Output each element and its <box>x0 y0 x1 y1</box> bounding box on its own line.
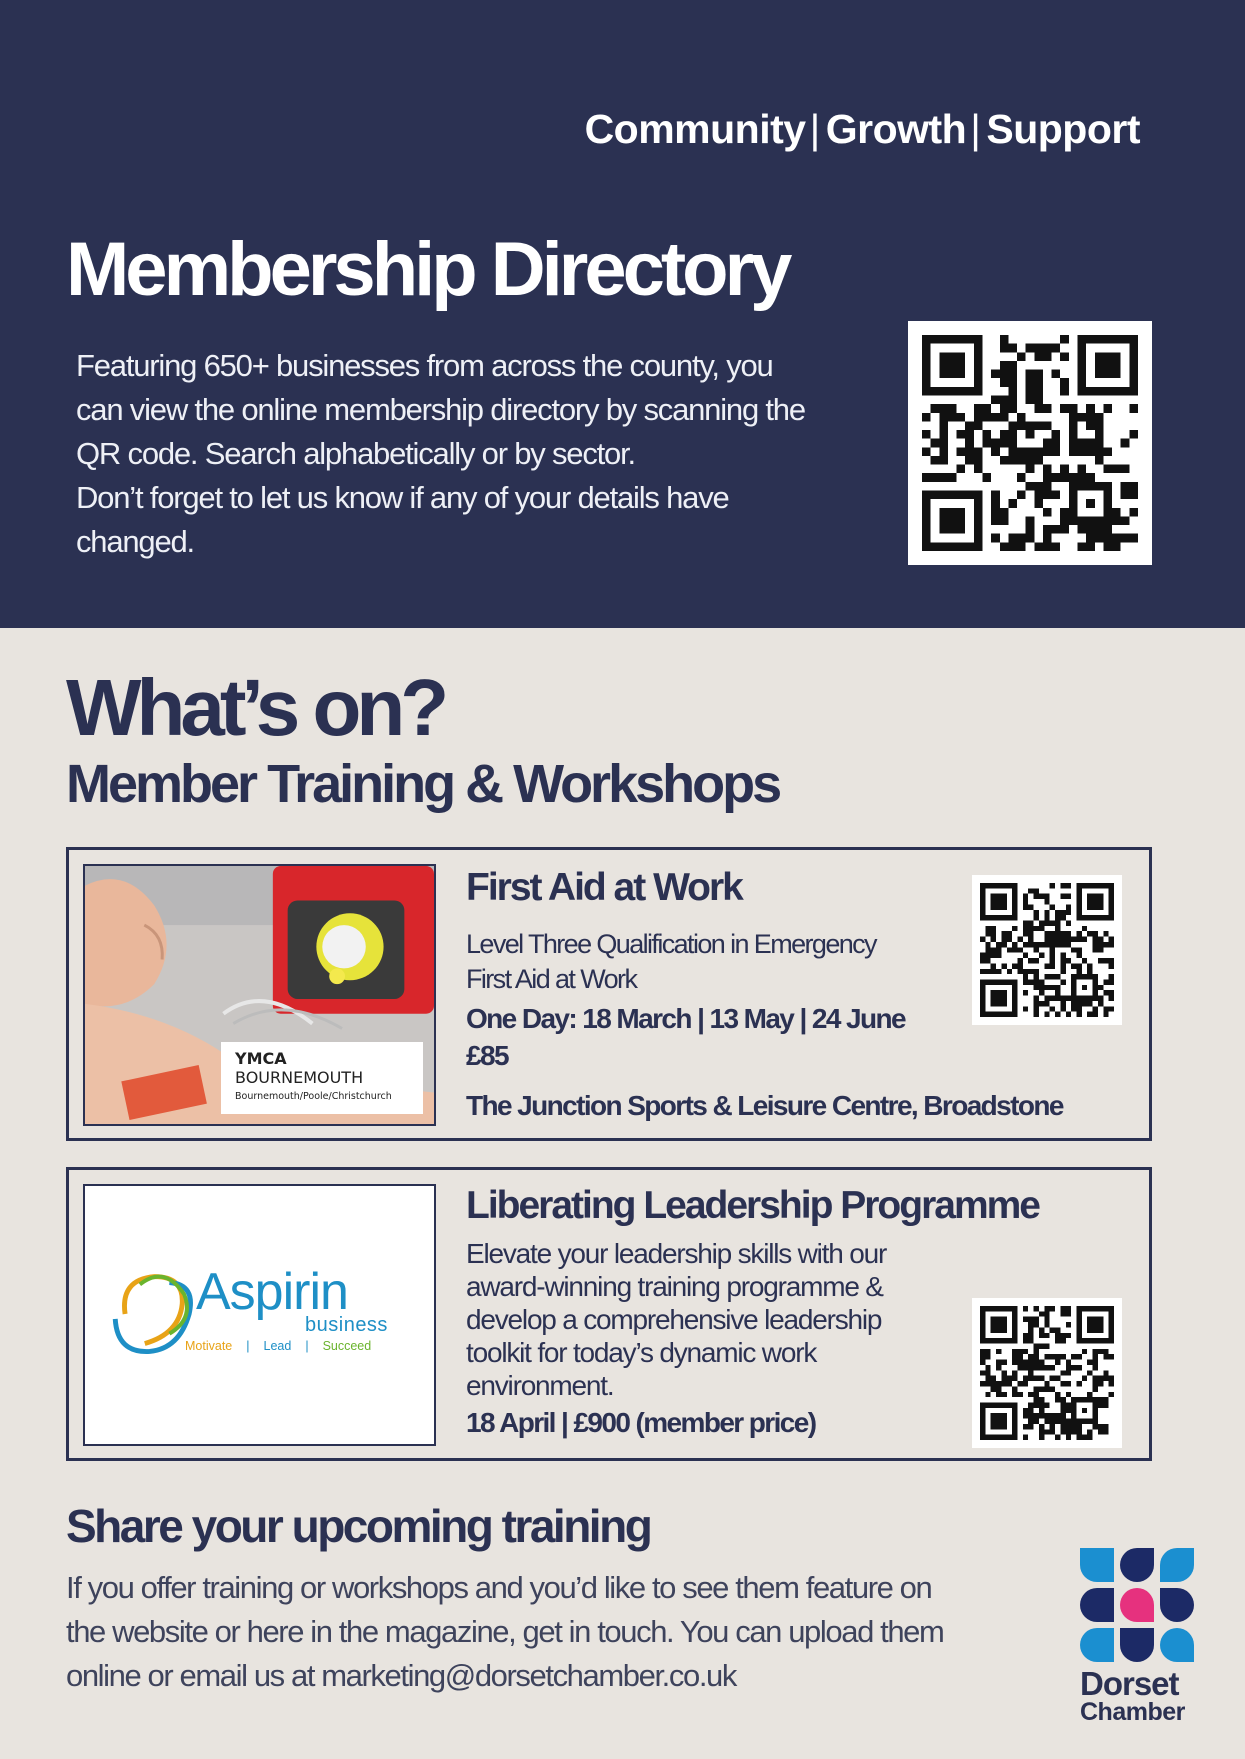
chamber-logo-text: Dorset Chamber <box>1080 1665 1185 1726</box>
tagline-growth: Growth <box>825 106 967 152</box>
aspirin-logo-image <box>83 1184 436 1446</box>
aspirin-business: business <box>305 1314 388 1336</box>
share-text: If you offer training or workshops and you’d like to see them feature on the website or here in the magazine, get in touch. You can upload them online or email us at marketing@dorsetchamber.co.uk <box>66 1570 944 1693</box>
event-dates: One Day: 18 March | 13 May | 24 June <box>466 1003 905 1034</box>
directory-qr-code-icon[interactable] <box>908 321 1152 565</box>
event-venue: The Junction Sports & Leisure Centre, Broadstone <box>466 1090 1063 1121</box>
tagline-support: Support <box>986 106 1140 152</box>
aspirin-tagline: Motivate | Lead | Succeed <box>185 1339 372 1353</box>
tagline: Community| Growth| Support <box>584 106 1140 152</box>
first-aid-image <box>83 864 436 1126</box>
event-card-first-aid <box>66 847 1152 1141</box>
event-price: £85 <box>466 1040 508 1071</box>
event-subtitle: Level Three Qualification in Emergency First Aid at Work <box>466 929 876 994</box>
tagline-community: Community <box>584 106 806 152</box>
chamber-logo-icon <box>1080 1548 1194 1662</box>
event-card-leadership <box>66 1167 1152 1461</box>
training-subtitle: Member Training & Workshops <box>66 754 780 814</box>
first-aid-qr-code-icon[interactable] <box>972 875 1122 1025</box>
directory-banner <box>0 0 1245 628</box>
directory-description: Featuring 650+ businesses from across the county, you can view the online membership directory by scanning the QR code. Search alphabetically or by sector. Don’t forget to let us know if any of your details have changed. <box>76 348 805 559</box>
aspirin-word: Aspirin <box>196 1263 348 1321</box>
event-title: First Aid at Work <box>466 866 742 909</box>
event-title: Liberating Leadership Programme <box>466 1184 1039 1227</box>
event-description: Elevate your leadership skills with our award-winning training programme & develop a comprehensive leadership toolkit for today’s dynamic work environment. <box>466 1238 887 1401</box>
directory-title: Membership Directory <box>66 227 789 312</box>
ymca-logo: YMCA BOURNEMOUTH Bournemouth/Poole/Christchurch <box>221 1042 423 1114</box>
event-details: 18 April | £900 (member price) <box>466 1407 816 1438</box>
share-title: Share your upcoming training <box>66 1500 651 1552</box>
leadership-qr-code-icon[interactable] <box>972 1298 1122 1448</box>
whats-on-title: What’s on? <box>66 663 445 752</box>
